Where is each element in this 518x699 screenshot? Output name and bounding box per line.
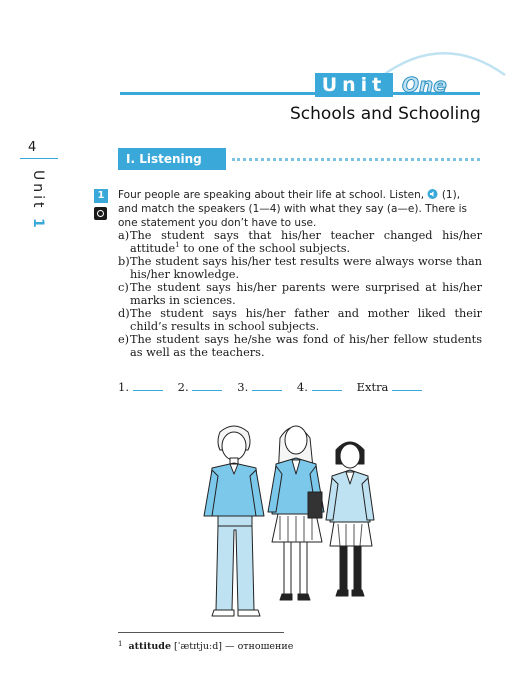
footnote-term: attitude bbox=[128, 641, 171, 652]
unit-label: Unit bbox=[315, 73, 393, 97]
statement-item: d) The student says his/her father and mother liked their child’s results in school subjects. bbox=[118, 307, 482, 333]
girl-figure-tall bbox=[268, 426, 324, 600]
page-number-rule bbox=[20, 158, 58, 159]
unit-title: Schools and Schooling bbox=[290, 104, 481, 124]
answer-slot: Extra bbox=[357, 380, 423, 394]
side-unit-label bbox=[26, 170, 46, 230]
answer-slot: 1. bbox=[118, 380, 163, 394]
instructions-text-1: Four people are speaking about their life at school. Listen, bbox=[118, 189, 425, 201]
footnote-translation: — отношение bbox=[225, 641, 294, 652]
statement-item: a) The student says that his/her teacher changed his/her attitude$^1$ to one of the school subjects. bbox=[118, 229, 482, 255]
answer-blank[interactable] bbox=[192, 381, 222, 391]
cd-icon bbox=[94, 207, 107, 220]
exercise-instructions bbox=[118, 188, 480, 230]
footnote-number: 1 bbox=[118, 640, 123, 648]
footnote-marker: 1 bbox=[175, 241, 180, 250]
girl-figure-short bbox=[326, 442, 374, 596]
answer-slot: 2. bbox=[178, 380, 223, 394]
answer-blank[interactable] bbox=[392, 381, 422, 391]
footnote-transcription: [ˈætɪtjuːd] bbox=[174, 641, 223, 652]
answer-blank[interactable] bbox=[133, 381, 163, 391]
instructions-text-2: (1), and match the speakers (1—4) with what they say (a—e). There is one statement you don’t have to use. bbox=[118, 189, 467, 229]
answer-blank[interactable] bbox=[312, 381, 342, 391]
statement-item: b) The student says his/her test results were always worse than his/her knowledge. bbox=[118, 255, 482, 281]
exercise-number: 1 bbox=[94, 189, 108, 203]
section-dotted-rule bbox=[232, 158, 480, 161]
footnote-rule bbox=[118, 632, 284, 633]
page-number: 4 bbox=[28, 140, 37, 155]
side-unit-word: Unit bbox=[30, 170, 46, 211]
section-heading: I. Listening bbox=[118, 148, 226, 170]
unit-number-word: One bbox=[402, 73, 447, 97]
statement-item: e) The student says he/she was fond of his/her fellow students as well as the teachers. bbox=[118, 333, 482, 359]
answer-blank[interactable] bbox=[252, 381, 282, 391]
answer-slot: 4. bbox=[297, 380, 342, 394]
answer-row bbox=[118, 380, 480, 394]
statements-list bbox=[118, 229, 482, 359]
audio-speaker-icon[interactable] bbox=[427, 189, 438, 199]
statement-item: c) The student says his/her parents were surprised at his/her marks in sciences. bbox=[118, 281, 482, 307]
side-unit-number: 1 bbox=[30, 217, 46, 231]
answer-slot: 3. bbox=[237, 380, 282, 394]
students-illustration bbox=[190, 418, 400, 626]
boy-figure bbox=[204, 426, 264, 616]
footnote bbox=[118, 640, 293, 652]
